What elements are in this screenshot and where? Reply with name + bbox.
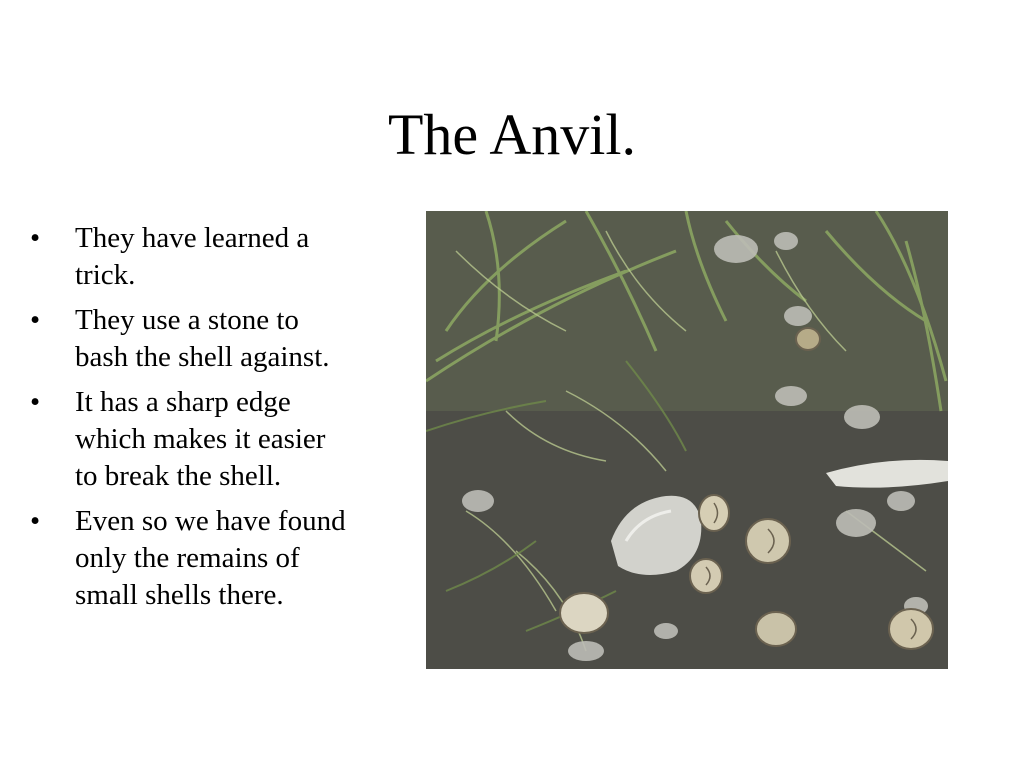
bullet-text: It has a sharp edge which makes it easier to break the shell.: [75, 386, 326, 492]
bullet-list: [30, 220, 350, 622]
bullet-dot: •: [30, 304, 41, 336]
anvil-photo-illustration: [426, 211, 948, 669]
bullet-item: [30, 384, 350, 495]
bullet-item: [30, 220, 350, 294]
anvil-photo: [426, 211, 948, 669]
bullet-dot: •: [30, 222, 41, 254]
bullet-dot: •: [30, 505, 41, 537]
bullet-dot: •: [30, 386, 41, 418]
bullet-item: [30, 503, 350, 614]
slide-title: The Anvil.: [387, 102, 637, 167]
bullet-text: They have learned a trick.: [75, 222, 310, 291]
bullet-text: They use a stone to bash the shell against.: [75, 304, 330, 373]
bullet-item: [30, 302, 350, 376]
bullet-text: Even so we have found only the remains of small shells there.: [75, 505, 346, 611]
